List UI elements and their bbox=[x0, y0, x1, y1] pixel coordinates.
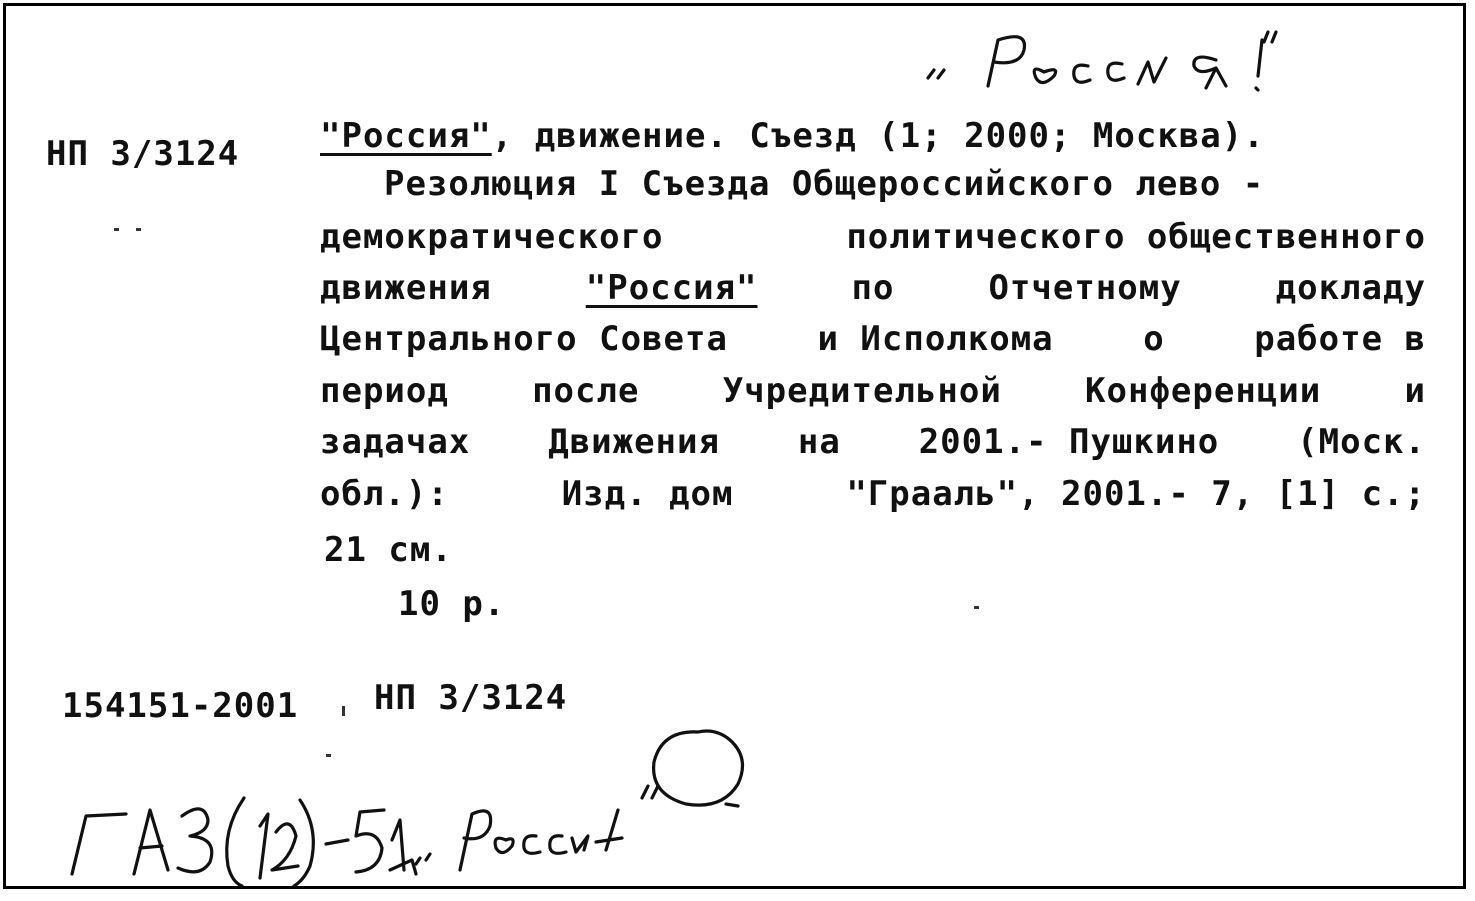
shelfmark-bottom: НП 3/3124 bbox=[374, 678, 568, 718]
body-word: Изд. дом bbox=[561, 474, 734, 514]
heading-rest: , движение. Съезд (1; 2000; Москва). bbox=[491, 116, 1265, 156]
body-word: и Исполкома bbox=[817, 319, 1054, 359]
body-word: Движения bbox=[548, 422, 720, 462]
body-title-underlined: "Россия" bbox=[585, 268, 758, 308]
handwritten-title bbox=[916, 26, 1296, 96]
body-word: после bbox=[532, 371, 640, 411]
scan-speck bbox=[342, 706, 345, 716]
body-word: о bbox=[1143, 319, 1165, 359]
body-word: 2001.- Пушкино bbox=[918, 422, 1220, 462]
scan-speck bbox=[114, 228, 119, 231]
body-word: по bbox=[851, 268, 895, 308]
body-word: Учредительной bbox=[722, 371, 1002, 411]
handwritten-bottom-note bbox=[64, 770, 664, 890]
body-word: работе в bbox=[1254, 319, 1426, 359]
body-word: (Моск. bbox=[1297, 422, 1426, 462]
body-line-4 bbox=[320, 319, 1426, 359]
scan-speck bbox=[326, 754, 331, 757]
body-word: демократического bbox=[320, 217, 664, 257]
body-line-1: Резолюция I Съезда Общероссийского лево - bbox=[384, 164, 1265, 204]
catalog-card bbox=[3, 3, 1466, 889]
price-line: 10 р. bbox=[398, 584, 506, 624]
body-word: обл.): bbox=[320, 474, 449, 514]
body-word: Отчетному bbox=[988, 268, 1182, 308]
body-word: задачах bbox=[320, 422, 471, 462]
body-line-5 bbox=[320, 371, 1426, 411]
inventory-number: 154151-2001 bbox=[62, 686, 299, 726]
body-word: "Грааль", 2001.- 7, [1] с.; bbox=[846, 474, 1426, 514]
body-word: на bbox=[797, 422, 841, 462]
shelfmark: НП 3/3124 bbox=[46, 134, 240, 174]
body-word: и bbox=[1404, 371, 1426, 411]
heading-title: "Россия" bbox=[320, 116, 492, 156]
scan-speck bbox=[974, 606, 979, 609]
scan-speck bbox=[136, 228, 141, 231]
body-word: Конференции bbox=[1085, 371, 1322, 411]
body-line-6 bbox=[320, 422, 1426, 462]
body-word: политического общественного bbox=[846, 217, 1426, 257]
main-heading bbox=[320, 116, 1265, 156]
body-line-3 bbox=[320, 268, 1426, 308]
body-line-2 bbox=[320, 217, 1426, 257]
body-word: докладу bbox=[1275, 268, 1426, 308]
body-word: движения bbox=[320, 268, 492, 308]
body-word: Центрального Совета bbox=[320, 319, 728, 359]
body-line-7 bbox=[320, 474, 1426, 514]
body-word: период bbox=[320, 371, 449, 411]
size-line: 21 см. bbox=[324, 530, 453, 570]
